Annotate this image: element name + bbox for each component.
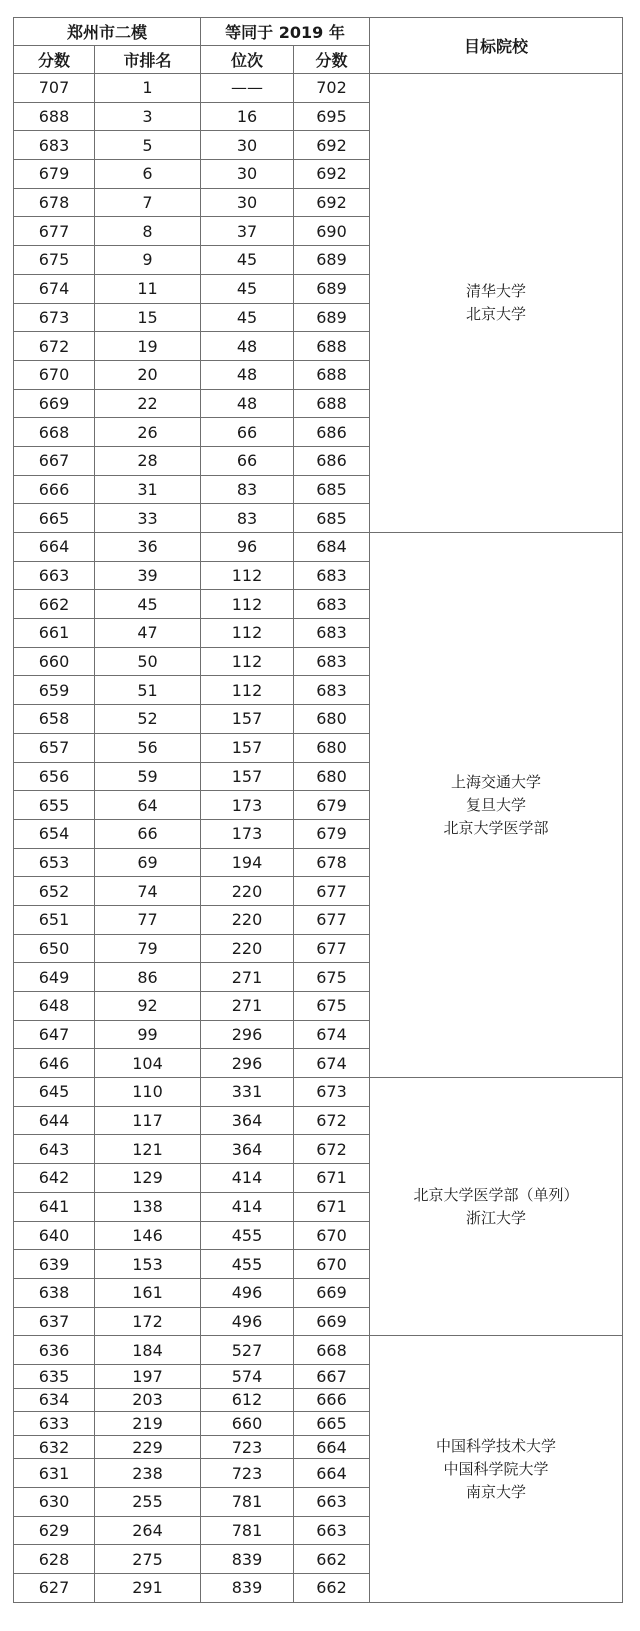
cell-score-2019: 677 [294, 934, 370, 963]
cell-city-rank: 229 [95, 1435, 201, 1459]
cell-score: 631 [14, 1459, 95, 1488]
cell-score: 629 [14, 1516, 95, 1545]
cell-score: 656 [14, 762, 95, 791]
cell-score-2019: 674 [294, 1020, 370, 1049]
cell-city-rank: 104 [95, 1049, 201, 1078]
cell-city-rank: 172 [95, 1307, 201, 1336]
cell-city-rank: 3 [95, 102, 201, 131]
target-school-name: 北京大学医学部（单列） [413, 1185, 579, 1204]
cell-rank: 48 [201, 332, 294, 361]
cell-score-2019: 663 [294, 1516, 370, 1545]
cell-score: 632 [14, 1435, 95, 1459]
cell-rank: 455 [201, 1221, 294, 1250]
cell-city-rank: 15 [95, 303, 201, 332]
cell-score-2019: 662 [294, 1574, 370, 1603]
cell-score: 636 [14, 1336, 95, 1365]
table-header [14, 18, 623, 74]
cell-city-rank: 161 [95, 1278, 201, 1307]
cell-rank: 414 [201, 1192, 294, 1221]
cell-score: 644 [14, 1106, 95, 1135]
cell-city-rank: 86 [95, 963, 201, 992]
cell-city-rank: 56 [95, 733, 201, 762]
cell-rank: 30 [201, 160, 294, 189]
cell-rank: 96 [201, 533, 294, 562]
target-schools-cell [370, 1336, 623, 1603]
cell-city-rank: 264 [95, 1516, 201, 1545]
cell-rank: 781 [201, 1488, 294, 1517]
cell-score-2019: 692 [294, 160, 370, 189]
cell-score: 670 [14, 360, 95, 389]
cell-score: 673 [14, 303, 95, 332]
cell-score: 641 [14, 1192, 95, 1221]
cell-score: 627 [14, 1574, 95, 1603]
cell-score-2019: 675 [294, 963, 370, 992]
cell-score: 647 [14, 1020, 95, 1049]
cell-city-rank: 69 [95, 848, 201, 877]
target-school-name: 南京大学 [466, 1482, 527, 1501]
cell-city-rank: 6 [95, 160, 201, 189]
cell-city-rank: 47 [95, 619, 201, 648]
cell-city-rank: 8 [95, 217, 201, 246]
cell-city-rank: 64 [95, 791, 201, 820]
cell-score: 628 [14, 1545, 95, 1574]
cell-score: 672 [14, 332, 95, 361]
cell-score-2019: 670 [294, 1250, 370, 1279]
cell-score: 659 [14, 676, 95, 705]
cell-rank: 157 [201, 733, 294, 762]
header-score: 分数 [14, 46, 95, 74]
cell-score-2019: 668 [294, 1336, 370, 1365]
header-city-rank: 市排名 [95, 46, 201, 74]
header-rank: 位次 [201, 46, 294, 74]
cell-score: 635 [14, 1364, 95, 1388]
cell-city-rank: 219 [95, 1412, 201, 1436]
cell-score-2019: 685 [294, 504, 370, 533]
cell-city-rank: 197 [95, 1364, 201, 1388]
cell-score: 688 [14, 102, 95, 131]
cell-score: 657 [14, 733, 95, 762]
cell-score: 642 [14, 1164, 95, 1193]
cell-score-2019: 683 [294, 647, 370, 676]
cell-rank: 220 [201, 877, 294, 906]
cell-score-2019: 683 [294, 619, 370, 648]
cell-city-rank: 19 [95, 332, 201, 361]
cell-city-rank: 52 [95, 705, 201, 734]
cell-score: 666 [14, 475, 95, 504]
cell-score-2019: 688 [294, 360, 370, 389]
cell-score-2019: 684 [294, 533, 370, 562]
cell-rank: 527 [201, 1336, 294, 1365]
cell-rank: 112 [201, 590, 294, 619]
cell-score-2019: 666 [294, 1388, 370, 1412]
cell-rank: 271 [201, 963, 294, 992]
cell-score: 640 [14, 1221, 95, 1250]
table-row [14, 533, 623, 562]
cell-rank: 839 [201, 1545, 294, 1574]
target-school-name: 浙江大学 [466, 1208, 527, 1227]
target-school-name: 北京大学 [466, 305, 527, 323]
cell-score-2019: 672 [294, 1106, 370, 1135]
cell-score-2019: 665 [294, 1412, 370, 1436]
cell-score-2019: 680 [294, 762, 370, 791]
table-row [14, 74, 623, 103]
cell-score-2019: 664 [294, 1459, 370, 1488]
cell-score-2019: 670 [294, 1221, 370, 1250]
cell-rank: 220 [201, 905, 294, 934]
cell-rank: 612 [201, 1388, 294, 1412]
cell-score: 663 [14, 561, 95, 590]
cell-score-2019: 669 [294, 1307, 370, 1336]
cell-score-2019: 671 [294, 1192, 370, 1221]
cell-score-2019: 692 [294, 188, 370, 217]
cell-score-2019: 677 [294, 877, 370, 906]
cell-score: 634 [14, 1388, 95, 1412]
cell-score-2019: 689 [294, 246, 370, 275]
cell-score-2019: 678 [294, 848, 370, 877]
cell-city-rank: 77 [95, 905, 201, 934]
cell-score-2019: 662 [294, 1545, 370, 1574]
cell-rank: 839 [201, 1574, 294, 1603]
score-table-container [13, 17, 622, 1603]
header-zhengzhou-mock: 郑州市二模 [14, 18, 201, 46]
cell-city-rank: 22 [95, 389, 201, 418]
cell-score-2019: 674 [294, 1049, 370, 1078]
cell-city-rank: 238 [95, 1459, 201, 1488]
cell-rank: 48 [201, 389, 294, 418]
cell-rank: 414 [201, 1164, 294, 1193]
cell-score: 675 [14, 246, 95, 275]
cell-city-rank: 26 [95, 418, 201, 447]
cell-score: 678 [14, 188, 95, 217]
cell-score: 677 [14, 217, 95, 246]
cell-score-2019: 683 [294, 590, 370, 619]
cell-score-2019: 683 [294, 561, 370, 590]
cell-score-2019: 685 [294, 475, 370, 504]
cell-city-rank: 184 [95, 1336, 201, 1365]
cell-score-2019: 673 [294, 1078, 370, 1107]
cell-city-rank: 39 [95, 561, 201, 590]
header-score-2019: 分数 [294, 46, 370, 74]
cell-rank: 173 [201, 791, 294, 820]
target-school-name: 清华大学 [466, 282, 527, 300]
cell-city-rank: 129 [95, 1164, 201, 1193]
cell-score-2019: 680 [294, 733, 370, 762]
cell-rank: 296 [201, 1020, 294, 1049]
cell-city-rank: 50 [95, 647, 201, 676]
cell-rank: 16 [201, 102, 294, 131]
cell-score: 660 [14, 647, 95, 676]
cell-city-rank: 99 [95, 1020, 201, 1049]
cell-score: 665 [14, 504, 95, 533]
cell-rank: 83 [201, 475, 294, 504]
cell-score: 651 [14, 905, 95, 934]
cell-score: 649 [14, 963, 95, 992]
cell-rank: 45 [201, 246, 294, 275]
cell-city-rank: 66 [95, 819, 201, 848]
target-school-name: 复旦大学 [466, 795, 527, 814]
cell-rank: 723 [201, 1459, 294, 1488]
cell-score: 654 [14, 819, 95, 848]
cell-city-rank: 36 [95, 533, 201, 562]
cell-score-2019: 672 [294, 1135, 370, 1164]
cell-score: 637 [14, 1307, 95, 1336]
cell-rank: 112 [201, 619, 294, 648]
cell-city-rank: 51 [95, 676, 201, 705]
cell-score-2019: 671 [294, 1164, 370, 1193]
cell-city-rank: 255 [95, 1488, 201, 1517]
cell-rank: 781 [201, 1516, 294, 1545]
cell-city-rank: 79 [95, 934, 201, 963]
cell-score-2019: 664 [294, 1435, 370, 1459]
cell-rank: 157 [201, 705, 294, 734]
cell-rank: 194 [201, 848, 294, 877]
cell-city-rank: 121 [95, 1135, 201, 1164]
cell-score: 679 [14, 160, 95, 189]
target-school-name: 北京大学医学部 [443, 818, 549, 837]
cell-rank: 331 [201, 1078, 294, 1107]
cell-score-2019: 675 [294, 992, 370, 1021]
cell-score: 653 [14, 848, 95, 877]
cell-score: 669 [14, 389, 95, 418]
cell-city-rank: 92 [95, 992, 201, 1021]
cell-score: 662 [14, 590, 95, 619]
cell-score-2019: 686 [294, 418, 370, 447]
cell-score: 633 [14, 1412, 95, 1436]
cell-score: 638 [14, 1278, 95, 1307]
target-schools-cell [370, 74, 623, 533]
cell-score-2019: 688 [294, 389, 370, 418]
cell-score: 652 [14, 877, 95, 906]
cell-score-2019: 680 [294, 705, 370, 734]
score-rank-table [13, 17, 623, 1603]
cell-city-rank: 153 [95, 1250, 201, 1279]
cell-rank: 83 [201, 504, 294, 533]
cell-rank: 173 [201, 819, 294, 848]
cell-rank: 296 [201, 1049, 294, 1078]
cell-city-rank: 28 [95, 446, 201, 475]
cell-city-rank: 5 [95, 131, 201, 160]
cell-score: 650 [14, 934, 95, 963]
cell-score: 668 [14, 418, 95, 447]
cell-score: 643 [14, 1135, 95, 1164]
cell-rank: 112 [201, 676, 294, 705]
table-row [14, 1078, 623, 1107]
target-school-name: 上海交通大学 [451, 772, 542, 791]
cell-rank: 112 [201, 647, 294, 676]
cell-score: 639 [14, 1250, 95, 1279]
cell-rank: —— [201, 74, 294, 103]
cell-rank: 48 [201, 360, 294, 389]
cell-rank: 37 [201, 217, 294, 246]
header-target-schools: 目标院校 [370, 18, 623, 74]
cell-city-rank: 275 [95, 1545, 201, 1574]
cell-score-2019: 702 [294, 74, 370, 103]
cell-rank: 30 [201, 188, 294, 217]
cell-score: 630 [14, 1488, 95, 1517]
table-body [14, 74, 623, 1603]
cell-city-rank: 33 [95, 504, 201, 533]
cell-score: 664 [14, 533, 95, 562]
target-schools-cell [370, 1078, 623, 1336]
cell-city-rank: 9 [95, 246, 201, 275]
cell-score: 646 [14, 1049, 95, 1078]
cell-score-2019: 679 [294, 819, 370, 848]
cell-rank: 112 [201, 561, 294, 590]
target-school-name: 中国科学技术大学 [436, 1436, 557, 1455]
cell-city-rank: 291 [95, 1574, 201, 1603]
cell-score-2019: 692 [294, 131, 370, 160]
cell-rank: 574 [201, 1364, 294, 1388]
cell-rank: 496 [201, 1307, 294, 1336]
cell-score: 655 [14, 791, 95, 820]
cell-score: 661 [14, 619, 95, 648]
cell-score-2019: 686 [294, 446, 370, 475]
cell-city-rank: 31 [95, 475, 201, 504]
cell-score-2019: 679 [294, 791, 370, 820]
cell-city-rank: 11 [95, 274, 201, 303]
cell-city-rank: 146 [95, 1221, 201, 1250]
cell-score: 683 [14, 131, 95, 160]
cell-score: 667 [14, 446, 95, 475]
cell-city-rank: 117 [95, 1106, 201, 1135]
cell-rank: 496 [201, 1278, 294, 1307]
cell-score: 648 [14, 992, 95, 1021]
cell-score-2019: 690 [294, 217, 370, 246]
cell-rank: 723 [201, 1435, 294, 1459]
cell-city-rank: 59 [95, 762, 201, 791]
cell-rank: 66 [201, 446, 294, 475]
cell-city-rank: 74 [95, 877, 201, 906]
cell-city-rank: 20 [95, 360, 201, 389]
cell-score: 707 [14, 74, 95, 103]
table-row [14, 1336, 623, 1365]
cell-rank: 66 [201, 418, 294, 447]
cell-score-2019: 669 [294, 1278, 370, 1307]
cell-score: 645 [14, 1078, 95, 1107]
cell-rank: 157 [201, 762, 294, 791]
cell-rank: 30 [201, 131, 294, 160]
cell-city-rank: 7 [95, 188, 201, 217]
cell-score-2019: 667 [294, 1364, 370, 1388]
cell-score-2019: 689 [294, 274, 370, 303]
cell-rank: 660 [201, 1412, 294, 1436]
cell-score: 674 [14, 274, 95, 303]
cell-rank: 364 [201, 1135, 294, 1164]
header-equivalent-2019: 等同于 2019 年 [201, 18, 370, 46]
cell-city-rank: 45 [95, 590, 201, 619]
cell-rank: 455 [201, 1250, 294, 1279]
cell-rank: 271 [201, 992, 294, 1021]
cell-score-2019: 677 [294, 905, 370, 934]
cell-rank: 220 [201, 934, 294, 963]
cell-score-2019: 695 [294, 102, 370, 131]
cell-city-rank: 203 [95, 1388, 201, 1412]
cell-city-rank: 110 [95, 1078, 201, 1107]
target-school-name: 中国科学院大学 [443, 1459, 549, 1478]
cell-rank: 45 [201, 274, 294, 303]
cell-score-2019: 688 [294, 332, 370, 361]
cell-city-rank: 138 [95, 1192, 201, 1221]
cell-rank: 364 [201, 1106, 294, 1135]
cell-city-rank: 1 [95, 74, 201, 103]
cell-score-2019: 683 [294, 676, 370, 705]
cell-score: 658 [14, 705, 95, 734]
cell-score-2019: 663 [294, 1488, 370, 1517]
cell-score-2019: 689 [294, 303, 370, 332]
target-schools-cell [370, 533, 623, 1078]
cell-rank: 45 [201, 303, 294, 332]
